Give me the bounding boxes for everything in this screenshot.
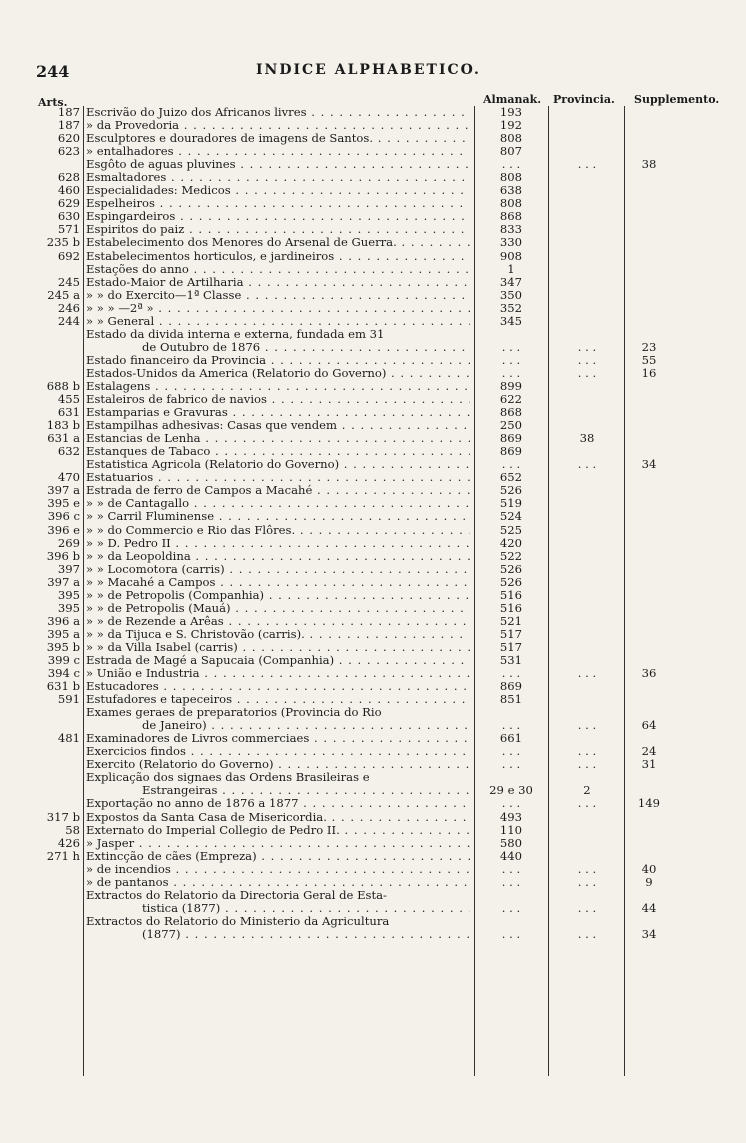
almanak-page: . . . — [501, 157, 521, 172]
article-number: 631 — [57, 405, 80, 420]
index-row — [0, 419, 746, 432]
entry-description: Extractos do Relatorio do Ministerio da Agricultura — [86, 914, 390, 928]
provincia-page: . . . — [577, 352, 597, 367]
almanak-page: 420 — [499, 535, 523, 550]
provincia-page: . . . — [577, 157, 597, 172]
entry-description: » Jasper . . . — [86, 837, 470, 850]
entry-description: Extractos do Relatorio da Directoria Geral de Esta- — [86, 888, 387, 902]
entry-description: » » General . . . — [86, 315, 470, 328]
index-row — [0, 876, 746, 889]
index-row — [0, 797, 746, 810]
index-row — [0, 628, 746, 641]
index-row — [0, 119, 746, 132]
entry-description: » » de Rezende a Arêas . . . — [86, 615, 470, 628]
article-number: 396 e — [47, 522, 80, 537]
index-row — [0, 706, 746, 719]
almanak-page: 519 — [499, 496, 523, 511]
article-number: 317 b — [46, 809, 80, 824]
almanak-page: 440 — [499, 848, 523, 863]
almanak-page: 833 — [499, 222, 523, 237]
entry-description: Estamparias e Gravuras . . . — [86, 406, 470, 419]
article-number: 460 — [57, 183, 80, 198]
entry-description: Estrangeiras . . . — [86, 784, 470, 797]
entry-description: » » Carril Fluminense . . . — [86, 510, 470, 523]
almanak-page: 350 — [499, 287, 523, 302]
almanak-page: . . . — [501, 365, 521, 380]
index-row — [0, 106, 746, 119]
almanak-page: 1 — [507, 261, 515, 276]
article-number: 271 h — [46, 848, 80, 863]
index-row — [0, 354, 746, 367]
entry-description: Estado da divida interna e externa, fundada em 31 — [86, 327, 385, 341]
provincia-page: . . . — [577, 900, 597, 915]
index-row — [0, 615, 746, 628]
provincia-page: . . . — [577, 365, 597, 380]
index-row — [0, 145, 746, 158]
entry-description: Estalagens . . . — [86, 380, 470, 393]
almanak-page: 193 — [499, 105, 523, 119]
page-title: INDICE ALPHABETICO. — [256, 62, 481, 78]
almanak-page: 493 — [499, 809, 523, 824]
index-row — [0, 302, 746, 315]
supplemento-page: 16 — [641, 365, 657, 380]
entry-description: » » da Tijuca e S. Christovão (carris). . . . — [86, 628, 470, 641]
almanak-page: 869 — [499, 444, 523, 459]
almanak-page: 352 — [499, 300, 523, 315]
index-row — [0, 771, 746, 784]
index-row — [0, 171, 746, 184]
index-row — [0, 811, 746, 824]
index-row — [0, 667, 746, 680]
entry-description: » da Provedoria . . . — [86, 119, 470, 132]
index-row — [0, 341, 746, 354]
entry-description: » de pantanos . . . — [86, 876, 470, 889]
article-number: 631 a — [47, 431, 80, 446]
index-row — [0, 641, 746, 654]
entry-description: Examinadores de Livros commerciaes . . . — [86, 732, 470, 745]
almanak-page: . . . — [501, 757, 521, 772]
provincia-page: . . . — [577, 757, 597, 772]
article-number: 630 — [57, 209, 80, 224]
entry-description: Exercito (Relatorio do Governo) . . . — [86, 758, 470, 771]
almanak-page: . . . — [501, 861, 521, 876]
entry-description: Exercicios findos . . . — [86, 745, 470, 758]
provincia-page: . . . — [577, 666, 597, 681]
entry-description: Exames geraes de preparatorios (Provincia do Rio — [86, 706, 382, 720]
almanak-page: . . . — [501, 926, 521, 941]
index-row — [0, 380, 746, 393]
page-number: 244 — [36, 62, 70, 81]
index-row — [0, 550, 746, 563]
index-row — [0, 263, 746, 276]
almanak-page: 652 — [499, 470, 523, 485]
article-number: 396 a — [47, 613, 80, 628]
article-number: 397 — [57, 561, 80, 576]
index-row — [0, 680, 746, 693]
index-row — [0, 745, 746, 758]
index-row — [0, 458, 746, 471]
article-number: 426 — [57, 835, 80, 850]
almanak-page: 868 — [499, 209, 523, 224]
entry-description: » » do Exercito—1ª Classe . . . — [86, 289, 470, 302]
almanak-page: 869 — [499, 431, 523, 446]
article-number: 631 b — [46, 679, 80, 694]
index-row — [0, 693, 746, 706]
almanak-page: 29 e 30 — [489, 783, 533, 798]
provincia-page: . . . — [577, 861, 597, 876]
article-number: 235 b — [46, 235, 80, 250]
article-number: 688 b — [46, 378, 80, 393]
header-arts: Arts. — [38, 96, 68, 109]
index-row — [0, 432, 746, 445]
index-row — [0, 184, 746, 197]
entry-description: Especialidades: Medicos . . . — [86, 184, 470, 197]
entry-description: » » D. Pedro II . . . — [86, 537, 470, 550]
provincia-page: . . . — [577, 874, 597, 889]
supplemento-page: 31 — [641, 757, 657, 772]
entry-description: » de incendios . . . — [86, 863, 470, 876]
index-row — [0, 576, 746, 589]
entry-description: Estado-Maior de Artilharia . . . — [86, 276, 470, 289]
almanak-page: 908 — [499, 248, 523, 263]
article-number: 395 — [57, 587, 80, 602]
index-row — [0, 889, 746, 902]
index-row — [0, 497, 746, 510]
supplemento-page: 23 — [641, 339, 657, 354]
article-number: 692 — [57, 248, 80, 263]
index-row — [0, 197, 746, 210]
article-number: 394 c — [47, 666, 80, 681]
index-row — [0, 223, 746, 236]
almanak-page: . . . — [501, 457, 521, 472]
entry-description: » » da Villa Isabel (carris) . . . — [86, 641, 470, 654]
almanak-page: . . . — [501, 744, 521, 759]
index-row — [0, 784, 746, 797]
article-number: 399 c — [47, 652, 80, 667]
article-number: 629 — [57, 196, 80, 211]
almanak-page: 330 — [499, 235, 523, 250]
almanak-page: . . . — [501, 718, 521, 733]
entry-description: Estatuarios . . . — [86, 471, 470, 484]
almanak-page: 517 — [499, 626, 523, 641]
almanak-page: 807 — [499, 144, 523, 159]
entry-description: Estancias de Lenha . . . — [86, 432, 470, 445]
article-number: 395 e — [47, 496, 80, 511]
almanak-page: 526 — [499, 483, 523, 498]
almanak-page: 661 — [499, 731, 523, 746]
index-row — [0, 406, 746, 419]
supplemento-page: 9 — [645, 874, 653, 889]
index-row — [0, 367, 746, 380]
almanak-page: 531 — [499, 652, 523, 667]
entry-description: Esgôto de aguas pluvines . . . — [86, 158, 470, 171]
article-number: 245 a — [47, 287, 80, 302]
index-row — [0, 915, 746, 928]
index-row — [0, 236, 746, 249]
entry-description: Estabelecimento dos Menores do Arsenal de Guerra. . . . — [86, 236, 470, 249]
supplemento-page: 64 — [641, 718, 657, 733]
entry-description: Estabelecimentos horticulos, e jardineiros . . . — [86, 250, 470, 263]
supplemento-page: 36 — [641, 666, 657, 681]
entry-description: » » da Leopoldina . . . — [86, 550, 470, 563]
almanak-page: 808 — [499, 196, 523, 211]
entry-description: de Outubro de 1876 . . . — [86, 341, 470, 354]
supplemento-page: 34 — [641, 926, 657, 941]
index-row — [0, 837, 746, 850]
entry-description: » » de Petropolis (Companhia) . . . — [86, 589, 470, 602]
article-number: 632 — [57, 444, 80, 459]
header-almanak: Almanak. — [483, 93, 542, 106]
article-number: 244 — [57, 313, 80, 328]
article-number: 397 a — [47, 574, 80, 589]
entry-description: Externato do Imperial Collegio de Pedro II. . . . — [86, 824, 470, 837]
article-number: 58 — [65, 822, 80, 837]
entry-description: Estações do anno . . . — [86, 263, 470, 276]
supplemento-page: 34 — [641, 457, 657, 472]
entry-description: Estado financeiro da Provincia . . . — [86, 354, 470, 367]
almanak-page: 638 — [499, 183, 523, 198]
supplemento-page: 40 — [641, 861, 657, 876]
almanak-page: 516 — [499, 587, 523, 602]
article-number: 187 — [57, 105, 80, 119]
article-number: 455 — [57, 392, 80, 407]
entry-description: » » de Petropolis (Mauá) . . . — [86, 602, 470, 615]
index-row — [0, 158, 746, 171]
index-row — [0, 863, 746, 876]
entry-description: » » Locomotora (carris) . . . — [86, 563, 470, 576]
supplemento-page: 24 — [641, 744, 657, 759]
almanak-page: 524 — [499, 509, 523, 524]
almanak-page: 521 — [499, 613, 523, 628]
index-row — [0, 276, 746, 289]
article-number: 397 a — [47, 483, 80, 498]
almanak-page: 868 — [499, 405, 523, 420]
almanak-page: . . . — [501, 666, 521, 681]
almanak-page: 869 — [499, 679, 523, 694]
article-number: 269 — [57, 535, 80, 550]
almanak-page: . . . — [501, 874, 521, 889]
index-row — [0, 654, 746, 667]
index-row — [0, 602, 746, 615]
provincia-page: . . . — [577, 744, 597, 759]
almanak-page: 622 — [499, 392, 523, 407]
header-provincia: Provincia. — [553, 93, 615, 106]
entry-description: Estanques de Tabaco . . . — [86, 445, 470, 458]
entry-description: (1877) . . . — [86, 928, 470, 941]
entry-description: Extincção de cães (Empreza) . . . — [86, 850, 470, 863]
entry-description: Esmaltadores . . . — [86, 171, 470, 184]
entry-description: Estrada de Magé a Sapucaia (Companhia) . . . — [86, 654, 470, 667]
provincia-page: 2 — [583, 783, 591, 798]
entry-description: tistica (1877) . . . — [86, 902, 470, 915]
article-number: 246 — [57, 300, 80, 315]
entry-description: Estaleiros de fabrico de navios . . . — [86, 393, 470, 406]
index-row — [0, 315, 746, 328]
provincia-page: . . . — [577, 718, 597, 733]
almanak-page: 580 — [499, 835, 523, 850]
almanak-page: . . . — [501, 352, 521, 367]
index-row — [0, 484, 746, 497]
entry-description: » » do Commercio e Rio das Flôres. . . . — [86, 524, 470, 537]
entry-description: Estatistica Agricola (Relatorio do Governo) . . . — [86, 458, 470, 471]
almanak-page: 525 — [499, 522, 523, 537]
almanak-page: 110 — [499, 822, 523, 837]
index-row — [0, 289, 746, 302]
index-row — [0, 445, 746, 458]
entry-description: Espiritos do paiz . . . — [86, 223, 470, 236]
provincia-page: . . . — [577, 339, 597, 354]
article-number: 183 b — [46, 418, 80, 433]
supplemento-page: 55 — [641, 352, 657, 367]
provincia-page: 38 — [579, 431, 595, 446]
index-row — [0, 471, 746, 484]
almanak-page: 808 — [499, 170, 523, 185]
almanak-page: . . . — [501, 796, 521, 811]
entry-description: » » de Cantagallo . . . — [86, 497, 470, 510]
almanak-page: 250 — [499, 418, 523, 433]
index-row — [0, 393, 746, 406]
article-number: 623 — [57, 144, 80, 159]
article-number: 395 — [57, 600, 80, 615]
article-number: 571 — [57, 222, 80, 237]
article-number: 245 — [57, 274, 80, 289]
article-number: 187 — [57, 118, 80, 133]
supplemento-page: 44 — [641, 900, 657, 915]
entry-description: Estados-Unidos da America (Relatorio do Governo) . . . — [86, 367, 470, 380]
index-row — [0, 732, 746, 745]
index-row — [0, 758, 746, 771]
provincia-page: . . . — [577, 796, 597, 811]
index-row — [0, 902, 746, 915]
index-row — [0, 132, 746, 145]
index-row — [0, 928, 746, 941]
entry-description: Espelheiros . . . — [86, 197, 470, 210]
almanak-page: 345 — [499, 313, 523, 328]
entry-description: Estampilhas adhesivas: Casas que vendem . . . — [86, 419, 470, 432]
almanak-page: 517 — [499, 639, 523, 654]
entry-description: Espingardeiros . . . — [86, 210, 470, 223]
almanak-page: 347 — [499, 274, 523, 289]
article-number: 620 — [57, 131, 80, 146]
article-number: 628 — [57, 170, 80, 185]
index-table — [0, 106, 746, 941]
almanak-page: . . . — [501, 339, 521, 354]
almanak-page: 192 — [499, 118, 523, 133]
header-supplemento: Supplemento. — [634, 93, 720, 106]
index-row — [0, 510, 746, 523]
article-number: 470 — [57, 470, 80, 485]
almanak-page: 526 — [499, 574, 523, 589]
entry-description: Explicação dos signaes das Ordens Brasileiras e — [86, 771, 370, 785]
article-number: 591 — [57, 692, 80, 707]
entry-description: Esculptores e douradores de imagens de Santos. . . . — [86, 132, 470, 145]
entry-description: Escrivão do Juizo dos Africanos livres . . . — [86, 106, 470, 119]
index-row — [0, 589, 746, 602]
entry-description: Expostos da Santa Casa de Misericordia. . . . — [86, 811, 470, 824]
entry-description: de Janeiro) . . . — [86, 719, 470, 732]
entry-description: » União e Industria . . . — [86, 667, 470, 680]
article-number: 396 b — [46, 548, 80, 563]
entry-description: Estucadores . . . — [86, 680, 470, 693]
index-row — [0, 824, 746, 837]
index-row — [0, 250, 746, 263]
supplemento-page: 149 — [637, 796, 661, 811]
entry-description: Exportação no anno de 1876 a 1877 . . . — [86, 797, 470, 810]
index-row — [0, 850, 746, 863]
index-row — [0, 719, 746, 732]
article-number: 395 b — [46, 639, 80, 654]
almanak-page: 516 — [499, 600, 523, 615]
almanak-page: . . . — [501, 900, 521, 915]
almanak-page: 899 — [499, 378, 523, 393]
index-row — [0, 563, 746, 576]
provincia-page: . . . — [577, 457, 597, 472]
entry-description: » » Macahé a Campos . . . — [86, 576, 470, 589]
entry-description: Estrada de ferro de Campos a Macahé . . . — [86, 484, 470, 497]
almanak-page: 522 — [499, 548, 523, 563]
index-row — [0, 210, 746, 223]
almanak-page: 526 — [499, 561, 523, 576]
provincia-page: . . . — [577, 926, 597, 941]
almanak-page: 851 — [499, 692, 523, 707]
article-number: 395 a — [47, 626, 80, 641]
entry-description: » » » —2ª » . . . — [86, 302, 470, 315]
index-row — [0, 524, 746, 537]
article-number: 396 c — [47, 509, 80, 524]
index-row — [0, 328, 746, 341]
supplemento-page: 38 — [641, 157, 657, 172]
entry-description: » entalhadores . . . — [86, 145, 470, 158]
article-number: 481 — [57, 731, 80, 746]
index-row — [0, 537, 746, 550]
entry-description: Estufadores e tapeceiros . . . — [86, 693, 470, 706]
almanak-page: 808 — [499, 131, 523, 146]
